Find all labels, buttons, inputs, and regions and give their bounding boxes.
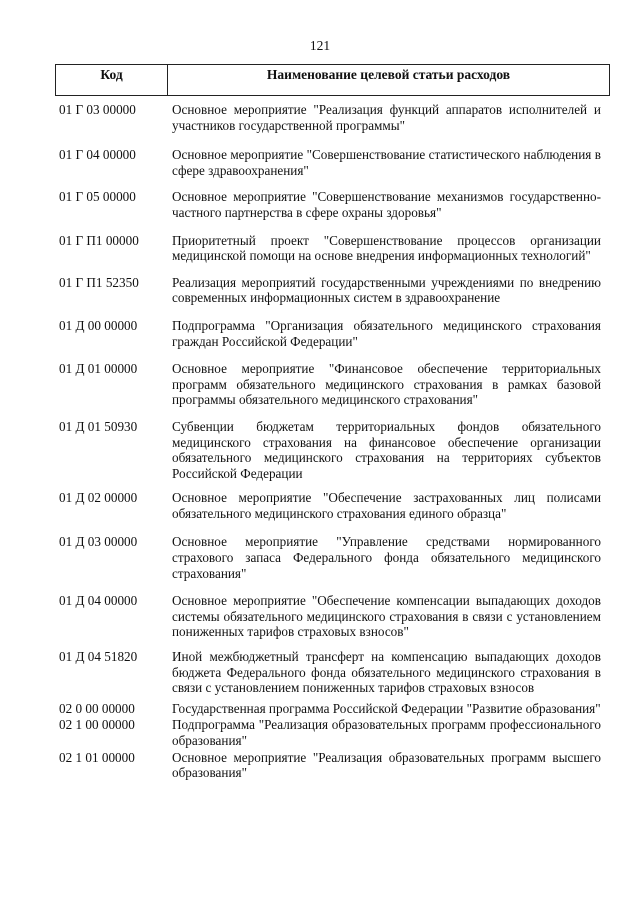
row-code: 01 Д 01 50930	[59, 418, 138, 434]
row-name: Основное мероприятие "Совершенствование статистического наблюдения в сфере здравоохранения"	[172, 147, 601, 178]
table-body	[55, 102, 610, 781]
row-name: Основное мероприятие "Реализация образовательных программ высшего образования"	[172, 749, 601, 781]
row-code: 02 1 01 00000	[59, 749, 135, 765]
row-name: Подпрограмма "Реализация образовательных программ профессионального образования"	[172, 717, 601, 748]
table-row	[55, 750, 610, 781]
row-name: Основное мероприятие "Реализация функций аппаратов исполнителей и участников государственной программы"	[172, 102, 601, 133]
row-code: 01 Д 04 00000	[59, 593, 138, 609]
row-code: 01 Д 01 00000	[59, 361, 138, 377]
row-code: 01 Г П1 00000	[59, 232, 139, 248]
table-row	[55, 318, 610, 349]
table-row	[55, 275, 610, 306]
table-row	[55, 147, 610, 178]
table-row	[55, 102, 610, 133]
table-header	[55, 64, 610, 96]
row-code: 01 Г П1 52350	[59, 274, 139, 290]
table-row	[55, 189, 610, 220]
table-row	[55, 701, 610, 717]
row-name: Иной межбюджетный трансферт на компенсацию выпадающих доходов бюджета Федерального фонда обязательного медицинского страхования в связи с установлением пониженных тарифов страховых взносов	[172, 649, 601, 696]
column-header-name: Наименование целевой статьи расходов	[168, 65, 610, 95]
column-header-code: Код	[55, 65, 168, 95]
row-code: 02 0 00 00000	[59, 700, 135, 716]
table-row	[55, 233, 610, 264]
row-name: Реализация мероприятий государственными учреждениями по внедрению современных информационных систем в здравоохранение	[172, 274, 601, 306]
row-code: 01 Г 05 00000	[59, 189, 136, 205]
row-code: 01 Г 03 00000	[59, 102, 136, 117]
table-row	[55, 490, 610, 521]
page-number: 121	[309, 38, 331, 53]
row-name: Субвенции бюджетам территориальных фондов обязательного медицинского страхования на финансовое обеспечение организации обязательного медицинского страхования на территориях субъектов Российской Федерации	[172, 418, 601, 481]
table-row	[55, 361, 610, 408]
row-code: 01 Д 00 00000	[59, 317, 138, 333]
row-name: Основное мероприятие "Обеспечение компенсации выпадающих доходов системы обязательного медицинского страхования в связи с установлением пониженных тарифов страховых взносов"	[172, 593, 601, 640]
row-name: Подпрограмма "Организация обязательного медицинского страхования граждан Российской Федерации"	[172, 317, 601, 349]
row-name: Основное мероприятие "Обеспечение застрахованных лиц полисами обязательного медицинского страхования единого образца"	[172, 490, 601, 521]
row-name: Основное мероприятие "Совершенствование механизмов государственно-частного партнерства в сфере охраны здоровья"	[172, 189, 601, 220]
row-code: 01 Д 02 00000	[59, 490, 138, 506]
row-name: Основное мероприятие "Финансовое обеспечение территориальных программ обязательного медицинского страхования в рамках базовой программы обязательного медицинского страхования"	[172, 361, 601, 408]
row-name: Приоритетный проект "Совершенствование процессов организации медицинской помощи на основе внедрения информационных технологий"	[172, 232, 601, 264]
budget-items-table	[55, 64, 610, 781]
table-row	[55, 419, 610, 481]
table-row	[55, 593, 610, 640]
row-code: 02 1 00 00000	[59, 717, 135, 733]
table-row	[55, 649, 610, 696]
row-code: 01 Г 04 00000	[59, 147, 136, 163]
row-name: Государственная программа Российской Федерации "Развитие образования"	[172, 700, 601, 716]
row-code: 01 Д 04 51820	[59, 649, 138, 665]
row-name: Основное мероприятие "Управление средствами нормированного страхового запаса Федерального фонда обязательного медицинского страхования"	[172, 534, 601, 581]
table-row	[55, 717, 610, 748]
row-code: 01 Д 03 00000	[59, 534, 138, 550]
table-row	[55, 534, 610, 581]
